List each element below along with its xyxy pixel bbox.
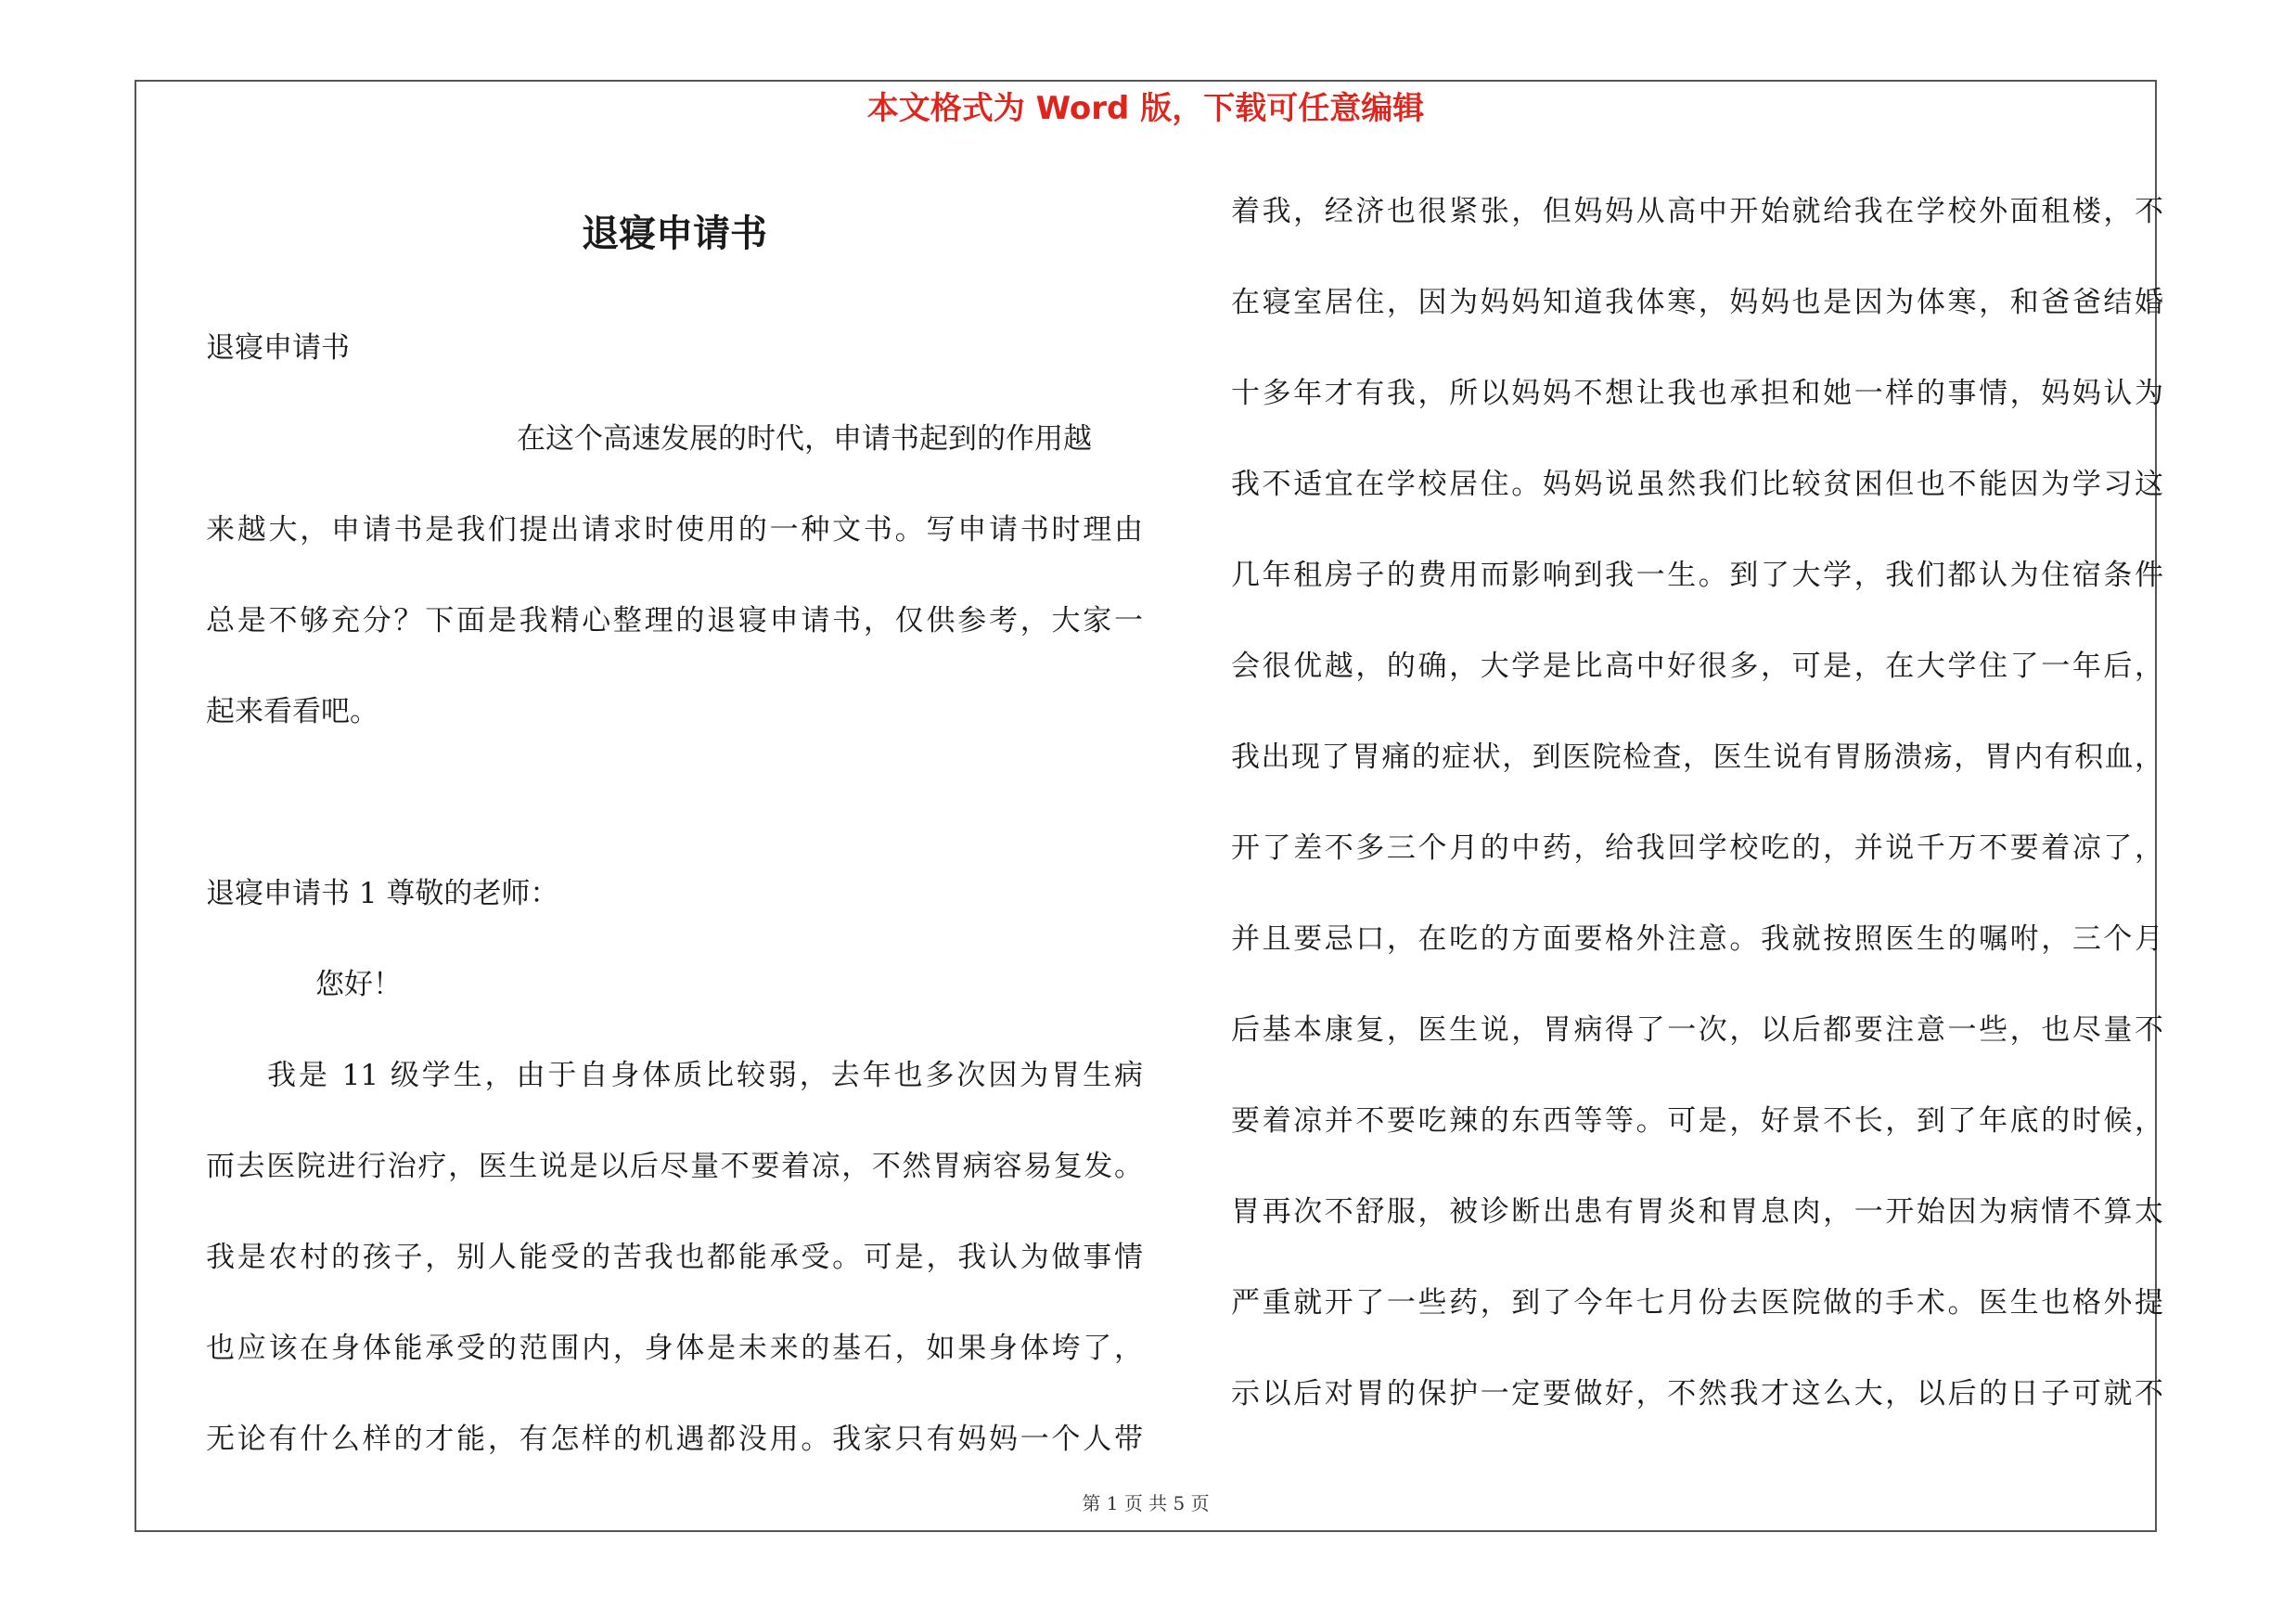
body-line: 起来看看吧。 [206, 695, 378, 728]
body-line: 着我，经济也很紧张，但妈妈从高中开始就给我在学校外面租楼，不 [1231, 195, 2163, 228]
body-line: 开了差不多三个月的中药，给我回学校吃的，并说千万不要着凉了， [1231, 831, 2163, 865]
body-line: 而去医院进行治疗，医生说是以后尽量不要着凉，不然胃病容易复发。 [206, 1150, 1143, 1183]
body-line: 我出现了胃痛的症状，到医院检查，医生说有胃肠溃疡，胃内有积血， [1231, 741, 2163, 774]
body-line: 在寝室居住，因为妈妈知道我体寒，妈妈也是因为体寒，和爸爸结婚 [1231, 286, 2163, 319]
body-line: 也应该在身体能承受的范围内，身体是未来的基石，如果身体垮了， [206, 1332, 1143, 1365]
body-line: 会很优越，的确，大学是比高中好很多，可是，在大学住了一年后， [1231, 650, 2163, 683]
left-column [206, 0, 1143, 1623]
body-line: 并且要忌口，在吃的方面要格外注意。我就按照医生的嘱咐，三个月 [1231, 922, 2163, 956]
body-line: 退寝申请书 [206, 331, 350, 365]
format-banner: 本文格式为 Word 版，下载可任意编辑 [866, 90, 1425, 127]
body-line: 要着凉并不要吃辣的东西等等。可是，好景不长，到了年底的时候， [1231, 1104, 2163, 1138]
body-line: 在这个高速发展的时代，申请书起到的作用越 [517, 422, 1092, 456]
body-line: 我不适宜在学校居住。妈妈说虽然我们比较贫困但也不能因为学习这 [1231, 468, 2163, 501]
body-line: 严重就开了一些药，到了今年七月份去医院做的手术。医生也格外提 [1231, 1286, 2163, 1320]
body-line: 我是农村的孩子，别人能受的苦我也都能承受。可是，我认为做事情 [206, 1241, 1143, 1274]
right-column [1231, 0, 2163, 1623]
body-line: 十多年才有我，所以妈妈不想让我也承担和她一样的事情，妈妈认为 [1231, 377, 2163, 410]
body-line: 来越大，申请书是我们提出请求时使用的一种文书。写申请书时理由 [206, 513, 1143, 547]
body-line: 几年租房子的费用而影响到我一生。到了大学，我们都认为住宿条件 [1231, 559, 2163, 592]
body-line: 退寝申请书 1 尊敬的老师： [206, 877, 559, 910]
body-line: 我是 11 级学生，由于自身体质比较弱，去年也多次因为胃生病 [267, 1059, 1143, 1092]
body-line: 胃再次不舒服，被诊断出患有胃炎和胃息肉，一开始因为病情不算太 [1231, 1195, 2163, 1229]
page-number: 第 1 页 共 5 页 [1082, 1492, 1210, 1514]
body-line: 总是不够充分？下面是我精心整理的退寝申请书，仅供参考，大家一 [206, 604, 1143, 638]
body-line: 后基本康复，医生说，胃病得了一次，以后都要注意一些，也尽量不 [1231, 1013, 2163, 1047]
body-line: 示以后对胃的保护一定要做好，不然我才这么大，以后的日子可就不 [1231, 1377, 2163, 1410]
document-title: 退寝申请书 [582, 213, 767, 255]
body-line: 您好！ [315, 968, 402, 1001]
body-line: 无论有什么样的才能，有怎样的机遇都没用。我家只有妈妈一个人带 [206, 1423, 1143, 1456]
